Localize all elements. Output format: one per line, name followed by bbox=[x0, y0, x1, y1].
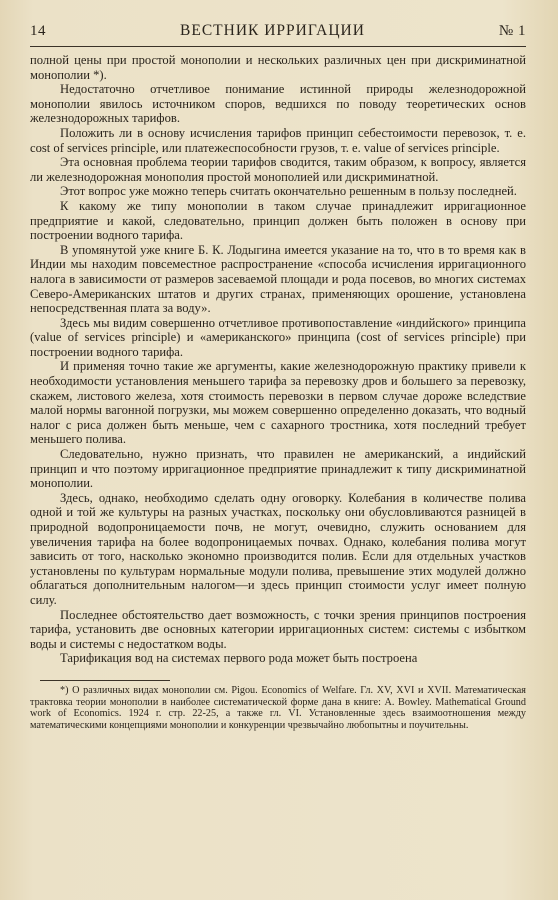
paragraph: Этот вопрос уже можно теперь считать окончательно решенным в пользу последней. bbox=[60, 184, 517, 199]
paragraph: Следовательно, нужно признать, что правилен не американский, а индийский принцип и что поэтому ирригационное предприятие принадлежит к типу дискриминатной монополии. bbox=[30, 447, 526, 491]
paragraph: И применяя точно такие же аргументы, какие железнодорожную практику привели к необходимости установления меньшего тарифа за перевозку дров и большего за перевозку, скажем, листового железа, хотя стоимость перевозки в первом случае дороже вследствие малой нормы вагонной погрузки, мы можем совершенно определенно доказать, что водный налог с риса должен быть меньше, чем с сахарного тростника, хотя последний требует меньшего полива. bbox=[30, 359, 526, 447]
paragraph: К какому же типу монополии в таком случае принадлежит ирригационное предприятие и какой, следовательно, принцип должен быть положен в основу при построении водного тарифа. bbox=[30, 198, 526, 243]
paragraph: Эта основная проблема теории тарифов сводится, таким образом, к вопросу, является ли железнодорожная монополия простой монополией или дискриминатной. bbox=[30, 155, 526, 184]
running-header bbox=[30, 22, 526, 44]
paragraph: В упомянутой уже книге Б. К. Лодыгина имеется указание на то, что в то время как в Индии мы находим повсеместное распространение «способа исчисления ирригационного налога в зависимости от размеров засеваемой площади и рода посевов, во многих системах Северо-Американских штатов и других странах, применяющих орошение, установлена непосредственная плата за воду». bbox=[30, 242, 526, 316]
footnote bbox=[30, 685, 526, 731]
paragraph: Тарификация вод на системах первого рода может быть построена bbox=[60, 651, 418, 666]
paragraph: Здесь, однако, необходимо сделать одну оговорку. Колебания в количестве полива одной и той же культуры на разных участках, поскольку они обусловливаются разницей в природной водопроницаемости почв, не могут, очевидно, служить основанием для увеличения тарифа на более водопроницаемых почвах. Однако, колебания полива могут зависить от того, насколько экономно производится полив. Если для отдельных участков установлены по культурам нормальные модули полива, превышение этих модулей должно облагаться дополнительным налогом—и здесь принцип стоимости услуг имеет полную силу. bbox=[30, 490, 526, 607]
page-number: 14 bbox=[30, 23, 46, 39]
article-body bbox=[30, 53, 526, 666]
header-rule bbox=[30, 46, 526, 47]
footnote-rule bbox=[40, 680, 170, 681]
paragraph: Недостаточно отчетливое понимание истинной природы железнодорожной монополии явилось источником споров, ведшихся по поводу теоретических основ железнодорожных тарифов. bbox=[30, 82, 526, 126]
paragraph: полной цены при простой монополии и нескольких различных цен при дискриминатной монополии *). bbox=[30, 53, 526, 82]
issue-number: № 1 bbox=[498, 23, 526, 39]
paragraph: Последнее обстоятельство дает возможность, с точки зрения принципов построения тарифа, установить две основных категории ирригационных систем: системы с избытком воды и системы с недостатком воды. bbox=[30, 607, 526, 651]
footnote-text: *) О различных видах монополии см. Pigou. Economics of Welfare. Гл. XV, XVI и XVII. Математическая трактовка теории монополии в наиболее систематической форме дана в книге: A. Bowley. Mathematical Ground work of Economics. 1924 г. стр. 22-25, а также гл. VI. Установленные здесь взаимоотношения между математическими концепциями монополии и конкуренции чрезвычайно любопытны и поучительны. bbox=[30, 684, 526, 731]
paragraph: Положить ли в основу исчисления тарифов принцип себестоимости перевозок, т. е. cost of services principle, или платежеспособности грузов, т. е. value of services principle. bbox=[30, 125, 526, 155]
paragraph: Здесь мы видим совершенно отчетливое противопоставление «индийского» принципа (value of services principle) и «американского» принципа (cost of services principle) при построении водного тарифа. bbox=[30, 315, 526, 359]
journal-title: ВЕСТНИК ИРРИГАЦИИ bbox=[180, 22, 365, 39]
